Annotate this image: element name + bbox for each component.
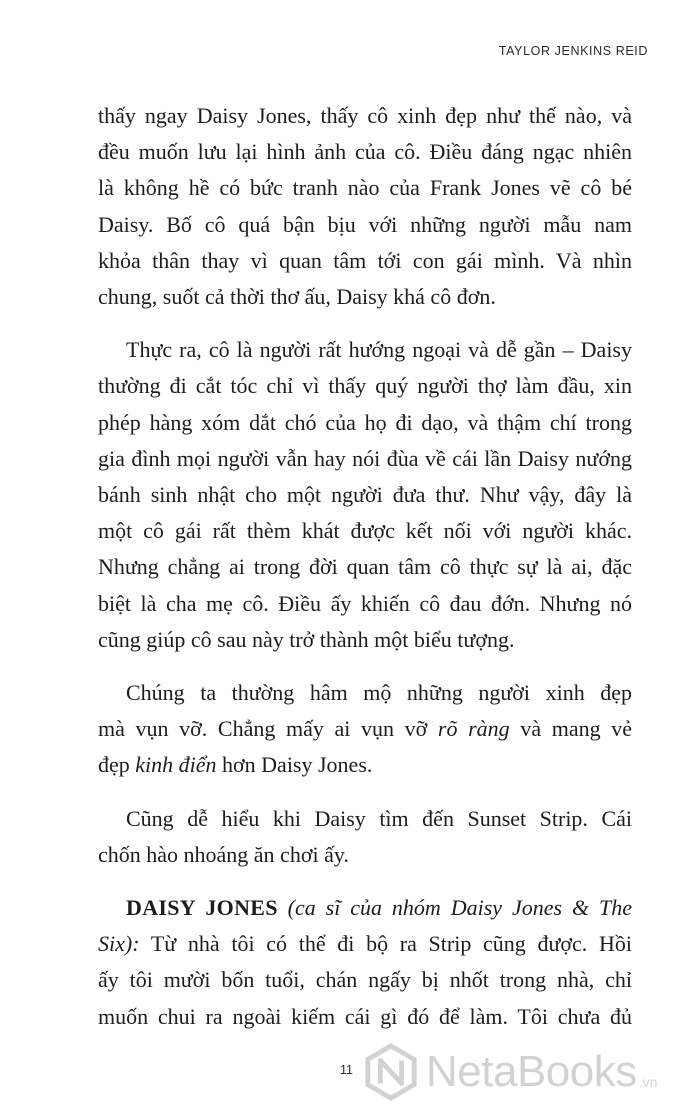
- text-run: đẹp: [98, 752, 136, 778]
- paragraph-4: [98, 801, 632, 873]
- text-line: một cô gái rất thèm khát được kết nối với người khác.: [98, 518, 632, 544]
- text-line: Cũng dễ hiểu khi Daisy tìm đến Sunset Strip. Cái: [126, 805, 632, 831]
- text-line: biệt là cha mẹ cô. Điều ấy khiến cô đau đớn. Nhưng nó: [98, 590, 632, 616]
- netabooks-watermark: [362, 1040, 657, 1104]
- text-run: và mang vẻ: [509, 716, 633, 742]
- emphasis-text: kinh điển: [135, 752, 217, 778]
- text-line: [98, 890, 632, 926]
- paragraph-2: [98, 332, 632, 658]
- text-line: muốn chui ra ngoài kiếm cái gì đó để làm. Tôi chưa đủ: [98, 1003, 632, 1029]
- speaker-name: DAISY JONES: [126, 895, 278, 921]
- text-run: mà vụn vỡ. Chẳng mấy ai vụn vỡ: [98, 716, 438, 742]
- watermark-brand: NetaBooks: [426, 1047, 637, 1096]
- text-line: Thực ra, cô là người rất hướng ngoại và dễ gần – Daisy: [126, 337, 632, 363]
- text-line: chốn hào nhoáng ăn chơi ấy.: [98, 841, 349, 867]
- text-line: [98, 747, 632, 783]
- text-line: đều muốn lưu lại hình ảnh của cô. Điều đáng ngạc nhiên: [98, 139, 632, 165]
- text-line: gia đình mọi người vẫn hay nói đùa về cái lần Daisy nướng: [98, 445, 632, 471]
- text-line: thường đi cắt tóc chỉ vì thấy quý người thợ làm đầu, xin: [98, 373, 632, 399]
- paragraph-1: [98, 98, 632, 315]
- text-line: phép hàng xóm dắt chó của họ đi dạo, và thậm chí trong: [98, 409, 632, 435]
- text-run: Từ nhà tôi có thể đi bộ ra Strip cũng được. Hồi: [139, 931, 632, 957]
- text-line: ấy tôi mười bốn tuổi, chán ngấy bị nhốt trong nhà, chỉ: [98, 967, 632, 993]
- text-run: hơn Daisy Jones.: [216, 752, 373, 778]
- text-line: [98, 711, 632, 747]
- emphasis-text: rõ ràng: [437, 716, 510, 742]
- body-text: [98, 98, 632, 1052]
- text-line: thấy ngay Daisy Jones, thấy cô xinh đẹp như thế nào, và: [98, 103, 632, 128]
- netabooks-logo-icon: [362, 1043, 420, 1101]
- speaker-role: (ca sĩ của nhóm Daisy Jones & The: [277, 895, 632, 921]
- page-number: 11: [340, 1063, 353, 1077]
- text-line: Daisy. Bố cô quá bận bịu với những người mẫu nam: [98, 211, 632, 237]
- text-line: [98, 926, 632, 962]
- interview-paragraph: [98, 890, 632, 1035]
- text-line: bánh sinh nhật cho một người đưa thư. Như vậy, đây là: [98, 482, 632, 508]
- running-header: TAYLOR JENKINS REID: [498, 44, 648, 58]
- paragraph-3: [98, 675, 632, 784]
- speaker-role: Six):: [98, 931, 140, 957]
- text-line: chung, suốt cả thời thơ ấu, Daisy khá cô đơn.: [98, 284, 496, 310]
- watermark-suffix: .vn: [638, 1074, 658, 1090]
- text-line: Chúng ta thường hâm mộ những người xinh đẹp: [126, 680, 632, 706]
- text-line: là không hề có bức tranh nào của Frank Jones vẽ cô bé: [98, 175, 632, 201]
- text-line: Nhưng chẳng ai trong đời quan tâm cô thực sự là ai, đặc: [98, 554, 632, 580]
- text-line: khỏa thân thay vì quan tâm tới con gái mình. Và nhìn: [98, 247, 632, 273]
- text-line: cũng giúp cô sau này trở thành một biểu tượng.: [98, 626, 515, 652]
